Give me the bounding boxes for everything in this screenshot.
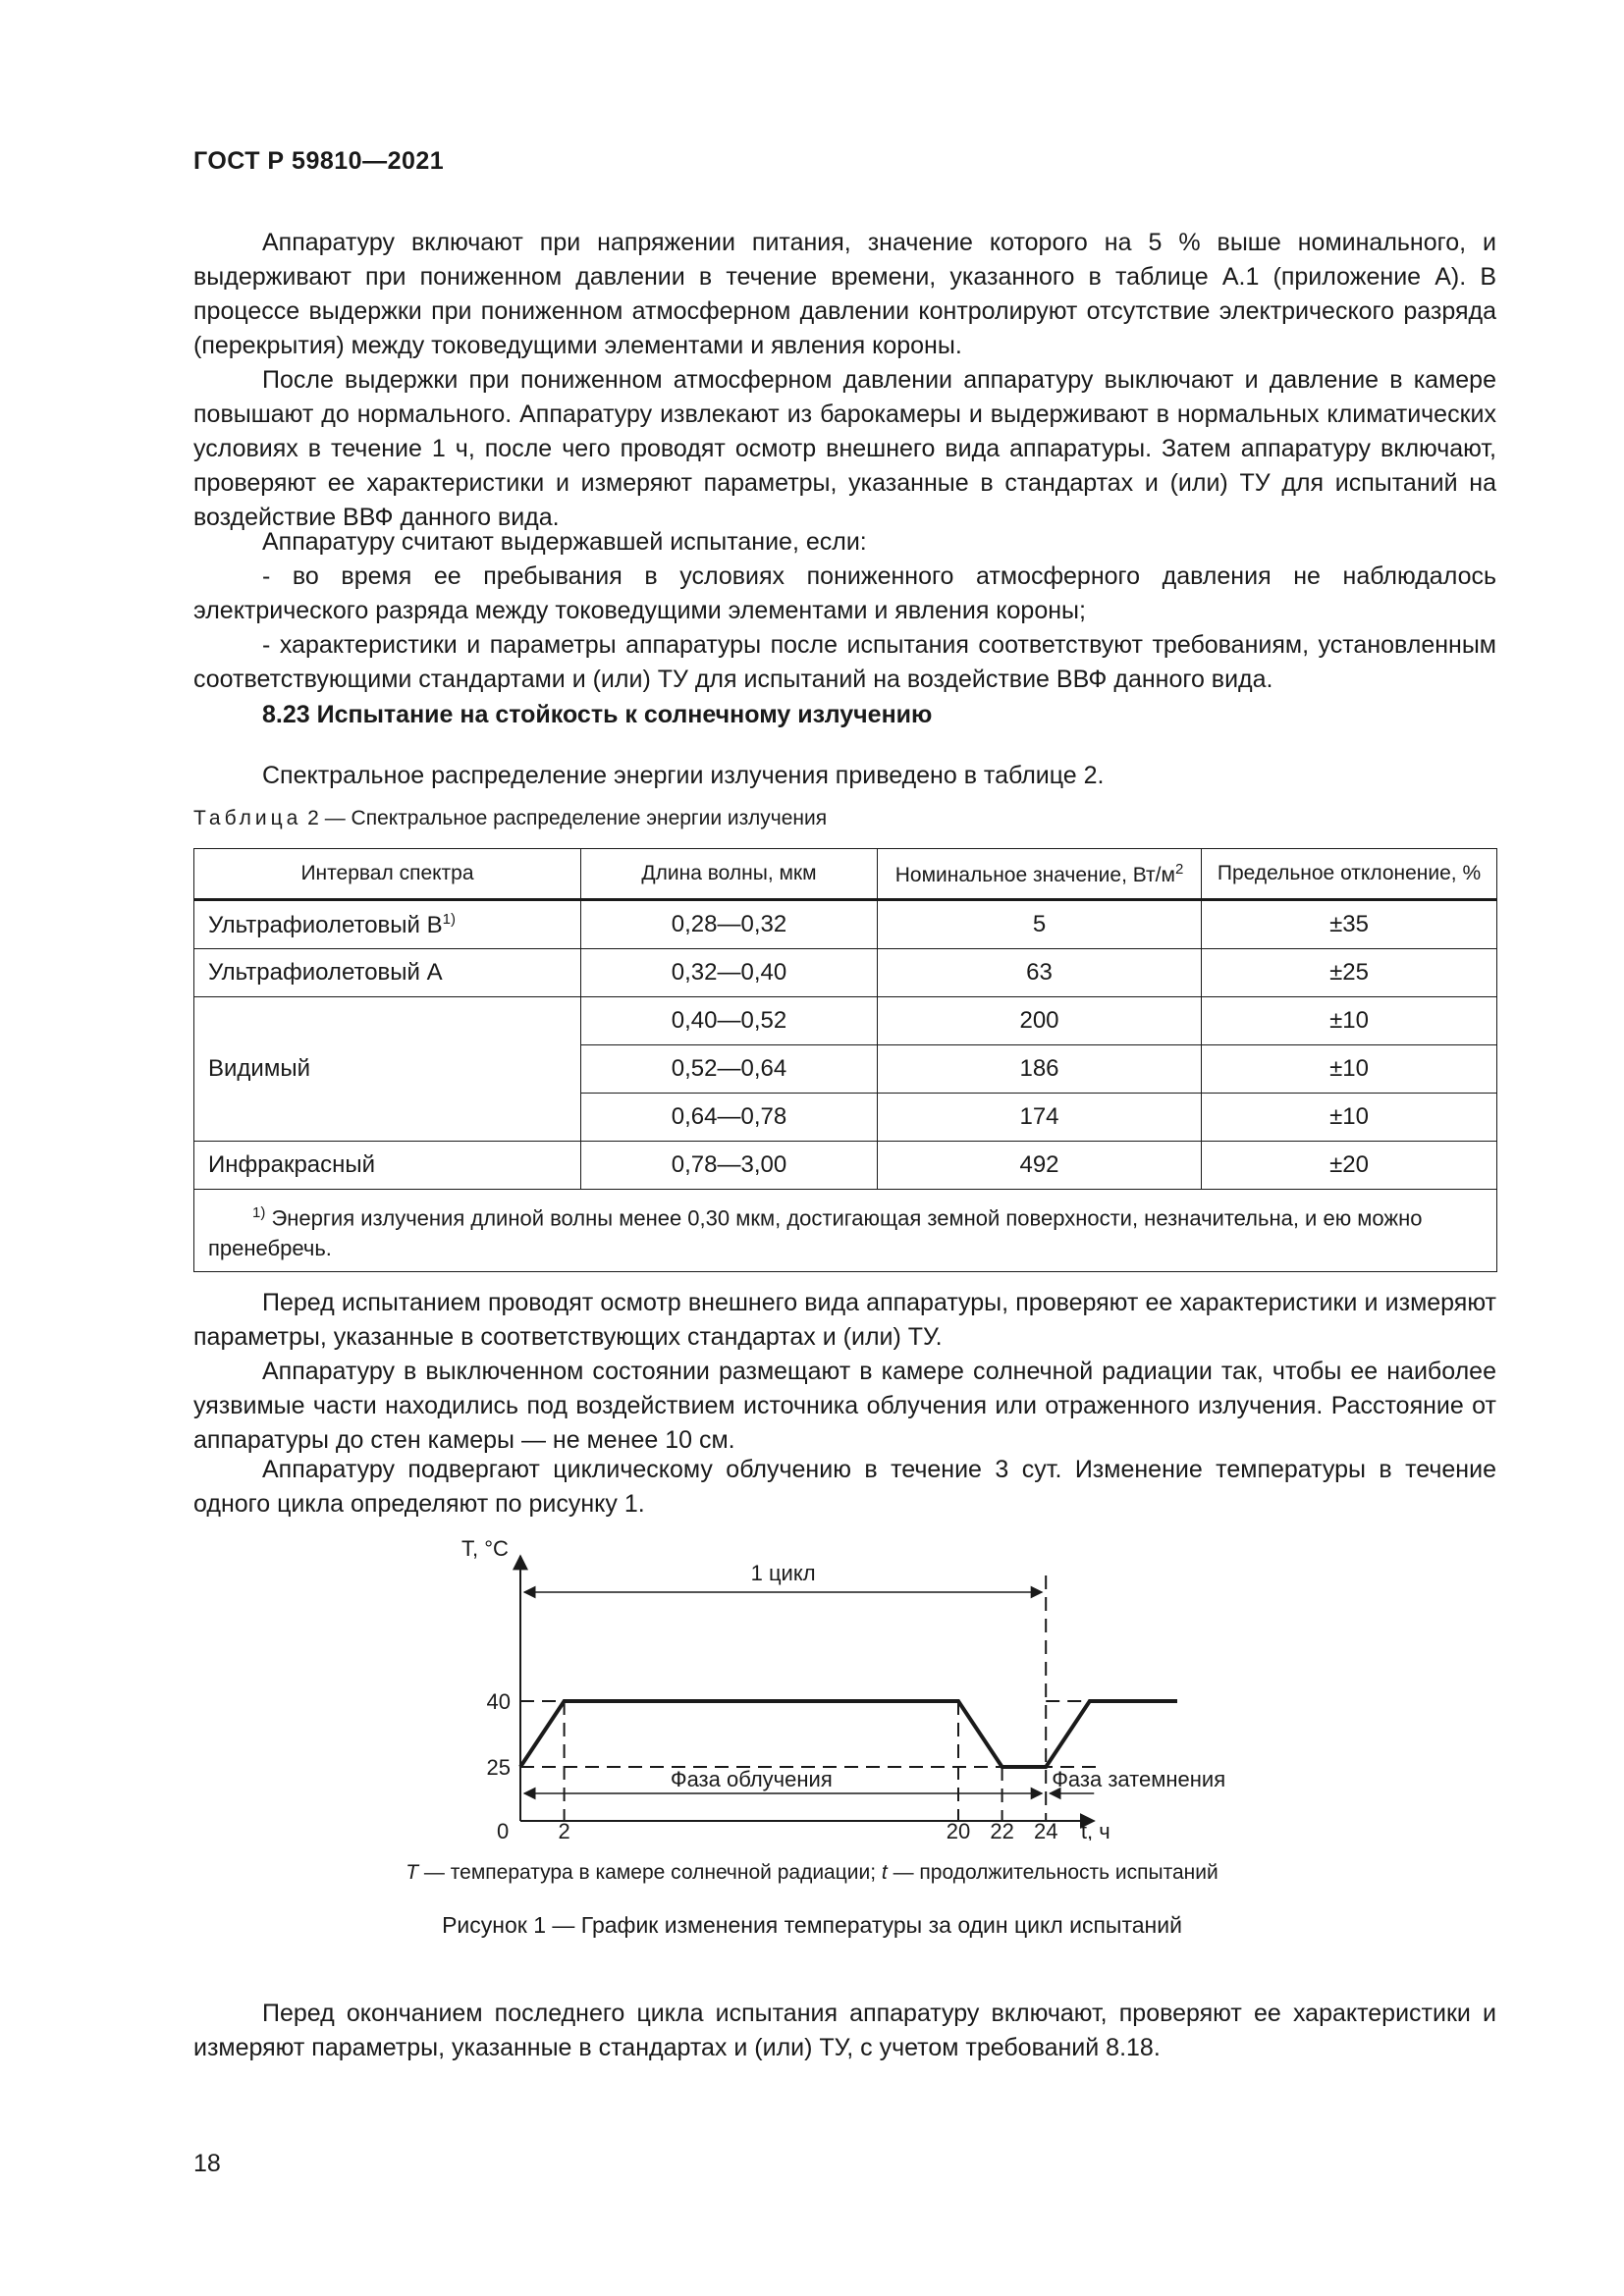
x-axis-label: t, ч: [1080, 1819, 1110, 1841]
footnote-text: Энергия излучения длиной волны менее 0,30 мкм, достигающая земной поверхности, незначительна, и ею можно пренебречь.: [208, 1205, 1423, 1261]
header-nominal: [878, 849, 1202, 900]
paragraph-voltage: Аппаратуру включают при напряжении питания, значение которого на 5 % выше номинального, и выдерживают при пониженном давлении в течение времени, указанного в таблице А.1 (приложение А). В процессе выдержки при пониженном атмосферном давлении контролируют отсутствие электрического разряда (перекрытия) между токоведущими элементами и явления короны.: [193, 229, 1496, 359]
paragraph-criterion-2: - характеристики и параметры аппаратуры после испытания соответствуют требованиям, установленным соответствующими стандартами и (или) ТУ для испытаний на воздействие ВВФ данного вида.: [193, 631, 1496, 693]
cell-wavelength: 0,78—3,00: [581, 1142, 878, 1190]
header-interval: Интервал спектра: [194, 849, 581, 900]
temperature-chart: [432, 1536, 1257, 1841]
cell-deviation: ±35: [1202, 900, 1497, 949]
cell-nominal: 174: [878, 1094, 1202, 1142]
figure-legend: [0, 1861, 1624, 1885]
legend-t-text: — продолжительность испытаний: [887, 1861, 1218, 1884]
cell-wavelength: 0,64—0,78: [581, 1094, 878, 1142]
cell-wavelength: 0,52—0,64: [581, 1045, 878, 1094]
footnote-ref: 1): [442, 910, 456, 928]
x-tick-label: 22: [990, 1819, 1014, 1841]
irradiation-phase-label: Фаза облучения: [670, 1767, 833, 1791]
table-caption: [193, 807, 827, 830]
spectrum-table: [193, 848, 1497, 1272]
cell-deviation: ±10: [1202, 1094, 1497, 1142]
temperature-series-line: [520, 1701, 1177, 1767]
document-header: ГОСТ Р 59810—2021: [193, 147, 445, 175]
paragraph-after-exposure: После выдержки при пониженном атмосферном давлении аппаратуру выключают и давление в камере повышают до нормального. Аппаратуру извлекают из барокамеры и выдерживают в нормальных климатических условиях в течение 1 ч, после чего проводят осмотр внешнего вида аппаратуры. Затем аппаратуру включают, проверяют ее характеристики и измеряют параметры, указанные в стандартах и (или) ТУ для испытаний на воздействие ВВФ данного вида.: [193, 366, 1496, 531]
paragraph-criteria: Аппаратуру считают выдержавшей испытание, если:: [262, 528, 867, 556]
table-header-row: [194, 849, 1497, 900]
paragraph-final: Перед окончанием последнего цикла испытания аппаратуру включают, проверяют ее характеристики и измеряют параметры, указанные в стандартах и (или) ТУ, с учетом требований 8.18.: [193, 2000, 1496, 2061]
table-caption-label: Таблица: [193, 807, 302, 829]
footnote-mark: 1): [252, 1204, 266, 1221]
page-number: 18: [193, 2150, 221, 2177]
cycle-annotation: 1 цикл: [750, 1561, 816, 1585]
cell-nominal: 5: [878, 900, 1202, 949]
paragraph-inspection: Перед испытанием проводят осмотр внешнего вида аппаратуры, проверяют ее характеристики и измеряют параметры, указанные в соответствующих стандартах и (или) ТУ.: [193, 1289, 1496, 1351]
table-footnote: [194, 1190, 1497, 1272]
cell-deviation: ±25: [1202, 949, 1497, 997]
cell-interval: Инфракрасный: [194, 1142, 581, 1190]
x-tick-label: 2: [558, 1819, 570, 1841]
paragraph-cycles: Аппаратуру подвергают циклическому облучению в течение 3 сут. Изменение температуры в течение одного цикла определяют по рисунку 1.: [193, 1456, 1496, 1518]
cell-deviation: ±20: [1202, 1142, 1497, 1190]
header-deviation: Предельное отклонение, %: [1202, 849, 1497, 900]
cell-interval: Видимый: [194, 997, 581, 1142]
y-axis-label: T, °С: [461, 1536, 509, 1561]
legend-T-text: — температура в камере солнечной радиации;: [418, 1861, 882, 1884]
cell-interval: [194, 900, 581, 949]
legend-T-symbol: T: [406, 1861, 419, 1884]
cell-nominal: 492: [878, 1142, 1202, 1190]
cell-interval-text: Ультрафиолетовый В: [208, 911, 443, 938]
y-tick-label: 40: [486, 1689, 511, 1714]
cell-nominal: 63: [878, 949, 1202, 997]
legend-t-symbol: t: [881, 1861, 888, 1884]
paragraph-placement: Аппаратуру в выключенном состоянии размещают в камере солнечной радиации так, чтобы ее наиболее уязвимые части находились под воздействием источника облучения или отраженного излучения. Расстояние от аппаратуры до стен камеры — не менее 10 см.: [193, 1358, 1496, 1454]
table-row: [194, 1142, 1497, 1190]
paragraph-criterion-1: - во время ее пребывания в условиях пониженного атмосферного давления не наблюдалось электрического разряда между токоведущими элементами и явления короны;: [193, 562, 1496, 624]
cell-wavelength: 0,32—0,40: [581, 949, 878, 997]
x-tick-label: 20: [946, 1819, 971, 1841]
table-row: [194, 997, 1497, 1045]
x-tick-label: 24: [1033, 1819, 1058, 1841]
table-footnote-row: [194, 1190, 1497, 1272]
cell-deviation: ±10: [1202, 997, 1497, 1045]
cell-nominal: 200: [878, 997, 1202, 1045]
section-title: 8.23 Испытание на стойкость к солнечному излучению: [262, 701, 933, 728]
header-wavelength: Длина волны, мкм: [581, 849, 878, 900]
table-row: [194, 949, 1497, 997]
table-caption-text: 2 — Спектральное распределение энергии излучения: [301, 807, 828, 829]
cell-interval: Ультрафиолетовый А: [194, 949, 581, 997]
origin-label: 0: [497, 1819, 510, 1841]
header-nominal-text: Номинальное значение, Вт/м: [894, 863, 1175, 886]
cell-deviation: ±10: [1202, 1045, 1497, 1094]
figure-caption: Рисунок 1 — График изменения температуры за один цикл испытаний: [442, 1912, 1182, 1938]
cell-nominal: 186: [878, 1045, 1202, 1094]
section-intro: Спектральное распределение энергии излучения приведено в таблице 2.: [262, 762, 1105, 789]
temperature-chart-svg: [432, 1536, 1257, 1841]
cell-wavelength: 0,40—0,52: [581, 997, 878, 1045]
header-unit-sup: 2: [1174, 860, 1184, 878]
y-tick-label: 25: [486, 1755, 511, 1780]
table-row: [194, 900, 1497, 949]
dark-phase-label: Фаза затемнения: [1052, 1767, 1226, 1791]
cell-wavelength: 0,28—0,32: [581, 900, 878, 949]
